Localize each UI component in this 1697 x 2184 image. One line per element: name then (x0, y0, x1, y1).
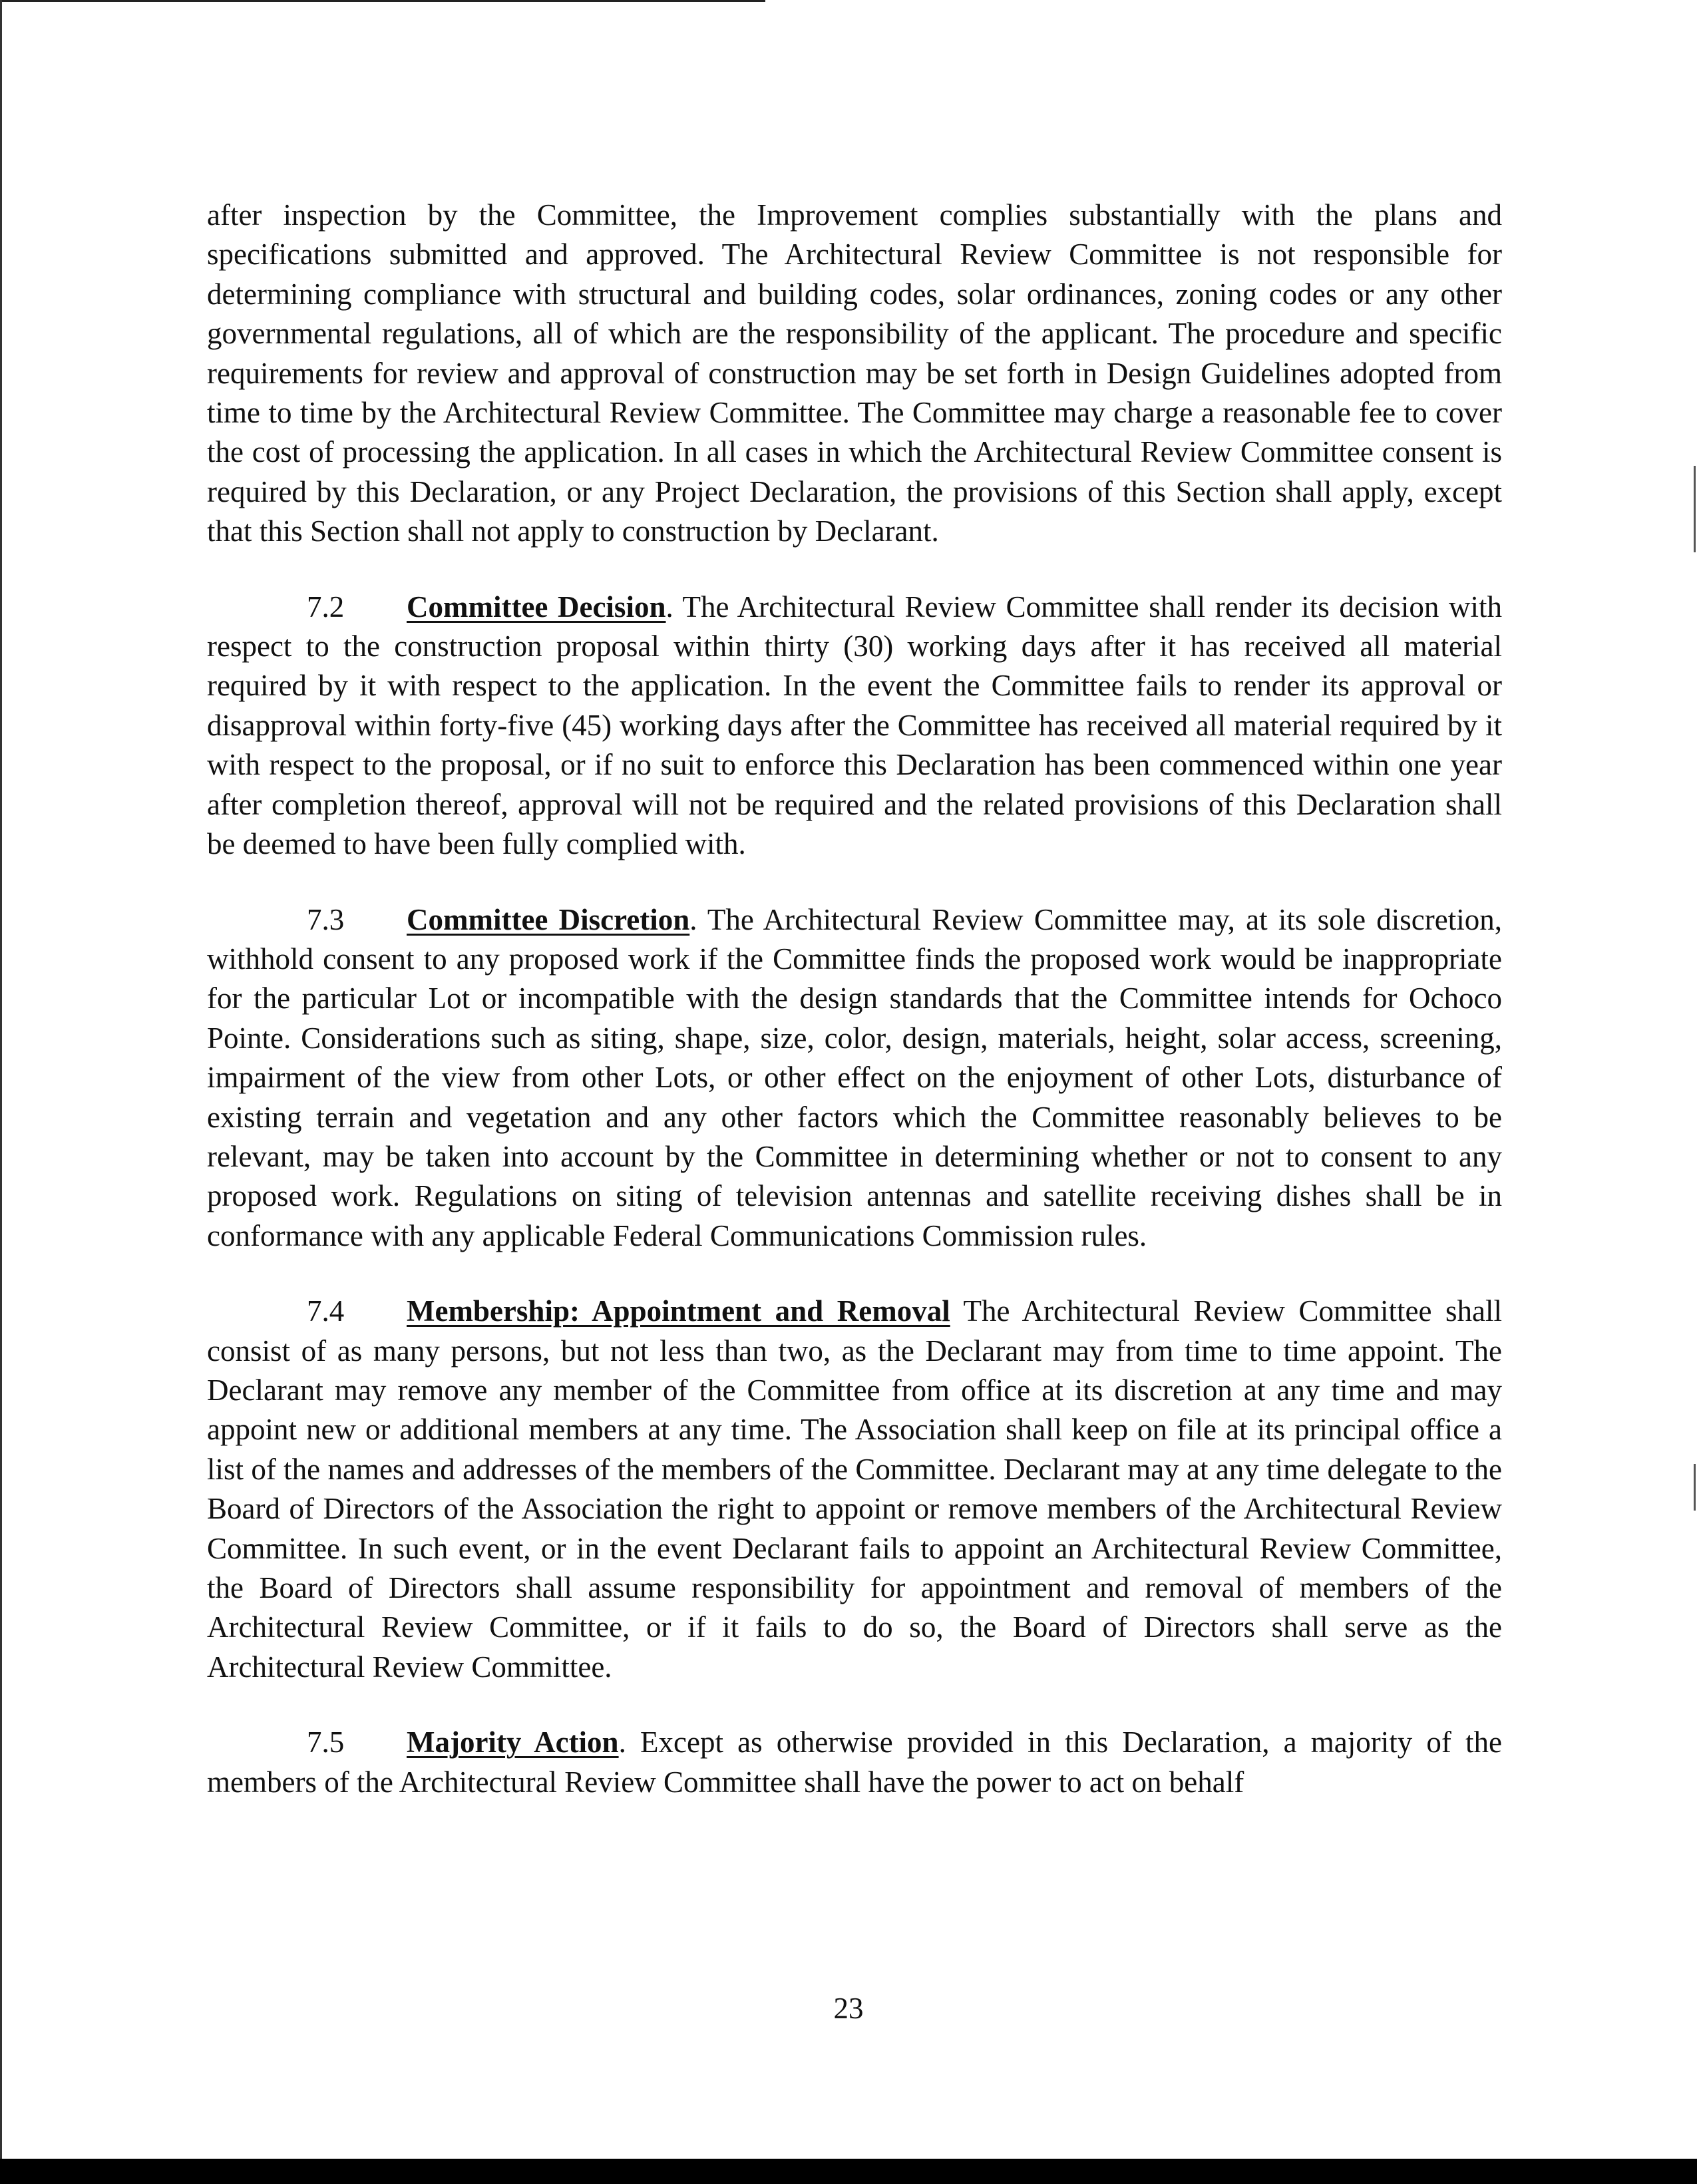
paragraph-body: The Architectural Review Committee shall consist of as many persons, but not less than two, as the Declarant may from time to time appoint. The Declarant may remove any member of the Committee from office at its discretion at any time and may appoint new or additional members at any time. The Association shall keep on file at its principal office a list of the names and addresses of the members of the Committee. Declarant may at any time delegate to the Board of Directors of the Association the right to appoint or remove members of the Architectural Review Committee. In such event, or in the event Declarant fails to appoint an Architectural Review Committee, the Board of Directors shall assume responsibility for appointment and removal of members of the Architectural Review Committee, or if it fails to do so, the Board of Directors shall serve as the Architectural Review Committee. (207, 1294, 1502, 1684)
heading-separator: . (689, 902, 697, 936)
section-number: 7.3 (307, 902, 345, 936)
heading-separator: . (618, 1726, 626, 1759)
paragraph-body: The Architectural Review Committee may, at its sole discretion, withhold consent to any proposed work if the Committee finds the proposed work would be inappropriate for the particular Lot or incompatible with the design standards that the Committee intends for Ochoco Pointe. Considerations such as siting, shape, size, color, design, materials, height, solar access, screening, impairment of the view from other Lots, or other effect on the enjoyment of other Lots, disturbance of existing terrain and vegetation and any other factors which the Committee reasonably believes to be relevant, may be taken into account by the Committee in determining whether or not to consent to any proposed work. Regulations on siting of television antennas and satellite receiving dishes shall be in conformance with any applicable Federal Communications Commission rules. (207, 902, 1502, 1252)
section-7-4 (207, 1292, 1502, 1687)
section-heading: Committee Decision (407, 590, 666, 624)
scan-edge-bottom (0, 2159, 1697, 2184)
page-body (207, 196, 1502, 1802)
heading-separator: . (665, 590, 673, 624)
paragraph-7-1-continued (207, 196, 1502, 552)
section-number: 7.2 (307, 590, 345, 624)
paragraph-body: The Architectural Review Committee shall render its decision with respect to the construction proposal within thirty (30) working days after it has received all material required by it with respect to the application. In the event the Committee fails to render its approval or disapproval within forty-five (45) working days after the Committee has received all material required by it with respect to the proposal, or if no suit to enforce this Declaration has been commenced within one year after completion thereof, approval will not be required and the related provisions of this Declaration shall be deemed to have been fully complied with. (207, 590, 1502, 861)
section-number: 7.4 (307, 1294, 345, 1328)
section-heading: Membership: Appointment and Removal (407, 1294, 950, 1328)
paragraph-body: Except as otherwise provided in this Declaration, a majority of the members of the Architectural Review Committee shall have the power to act on behalf (207, 1726, 1503, 1799)
section-7-3 (207, 900, 1502, 1256)
scan-mark-right (1694, 1464, 1696, 1511)
section-7-5 (207, 1723, 1502, 1802)
page-number: 23 (833, 1992, 864, 2025)
scan-edge-top (0, 0, 765, 2)
section-number: 7.5 (307, 1726, 345, 1759)
section-7-2 (207, 588, 1502, 864)
scan-mark-right (1694, 466, 1696, 552)
scan-edge-left (0, 0, 2, 2184)
paragraph-body: after inspection by the Committee, the Improvement complies substantially with the plans and specifications submitted and approved. The Architectural Review Committee is not responsible for determining compliance with structural and building codes, solar ordinances, zoning codes or any other governmental regulations, all of which are the responsibility of the applicant. The procedure and specific requirements for review and approval of construction may be set forth in Design Guidelines adopted from time to time by the Architectural Review Committee. The Committee may charge a reasonable fee to cover the cost of processing the application. In all cases in which the Architectural Review Committee consent is required by this Declaration, or any Project Declaration, the provisions of this Section shall apply, except that this Section shall not apply to construction by Declarant. (207, 198, 1502, 548)
section-heading: Majority Action (407, 1726, 619, 1759)
section-heading: Committee Discretion (407, 902, 690, 936)
